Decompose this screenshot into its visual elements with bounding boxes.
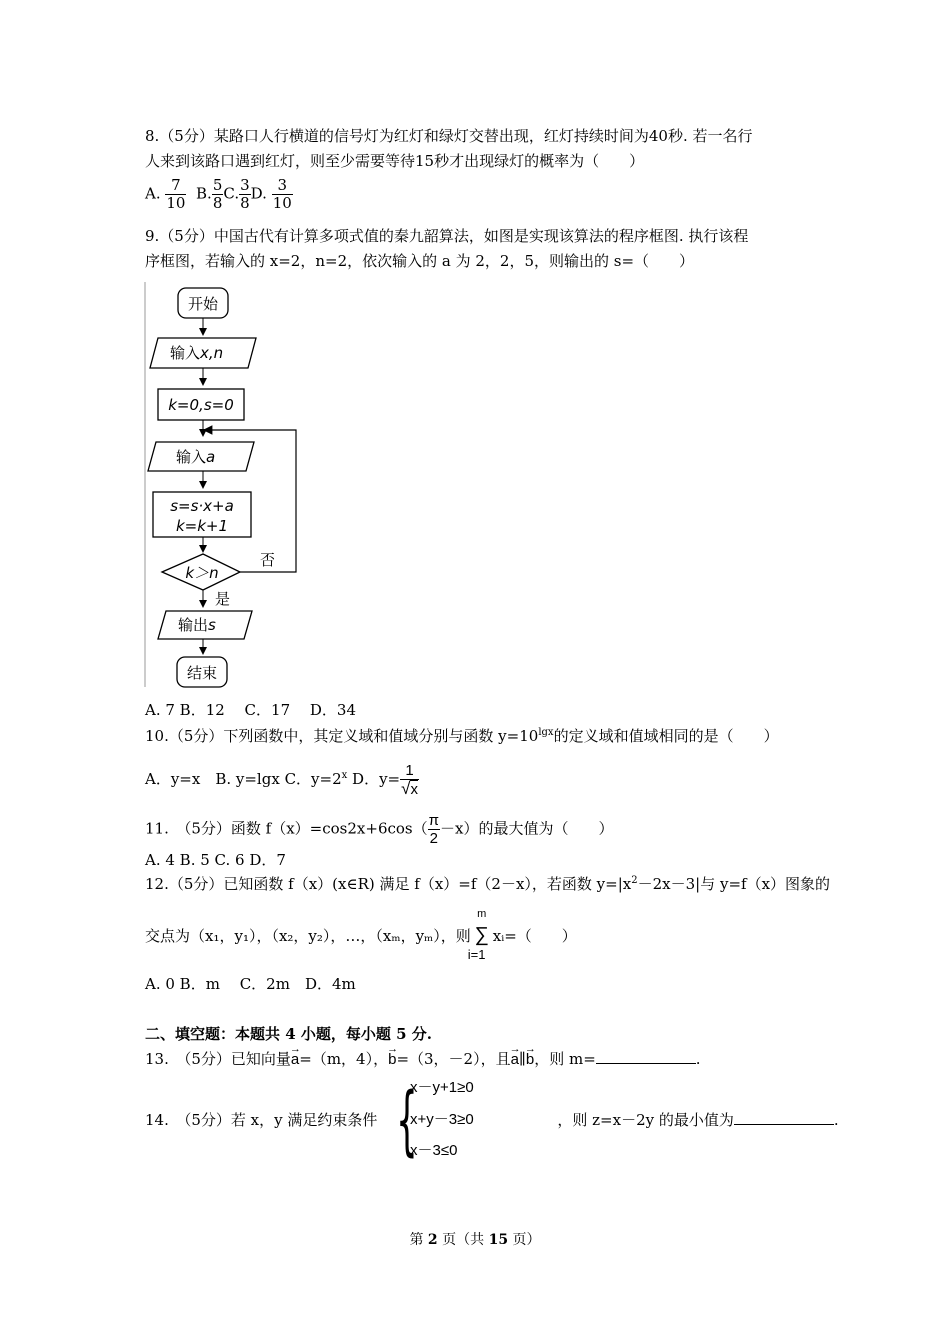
q14-constraint-1: x－y+1≥0	[410, 1079, 474, 1096]
flow-start-text: 开始	[187, 295, 219, 313]
q10-options: A．y=x B. y=lgx C．$y=2^x$ D．y= $\frac{1}{√x}$	[145, 762, 418, 798]
q8-option-d-label: D.	[250, 184, 267, 203]
q11-stem: 11. （5分）函数 f（x）=cos2x+6cos（ $\frac{\pi}{2}$ －x）的最大值为（ ）	[145, 812, 614, 847]
q14-brace: {	[396, 1075, 418, 1164]
q12-summation: m ∑ i=1	[467, 908, 489, 962]
q9-line1: 9.（5分）中国古代有计算多项式值的秦九韶算法，如图是实现该算法的程序框图. 执行该程	[145, 227, 749, 245]
q14-constraint-3: x－3≤0	[410, 1142, 458, 1159]
q8-option-b-fraction: $\frac{5}{8}$	[212, 176, 223, 212]
q8-option-c-fraction: $\frac{3}{8}$	[240, 176, 250, 212]
q14-constraint-2: x+y－3≥0	[410, 1111, 474, 1128]
q9-options: A. 7 B．12 C．17 D．34	[145, 701, 357, 719]
q8-line2: 人来到该路口遇到红灯，则至少需要等待15秒才出现绿灯的概率为（ ）	[145, 152, 645, 170]
page-footer: 第 2 页（共 15 页）	[409, 1232, 541, 1248]
flow-init-text: k=0,s=0	[168, 396, 234, 414]
q8-option-a-label: A.	[145, 184, 161, 203]
q14-stem: 14. （5分）若 x，y 满足约束条件 ，则 z=x－2y 的最小值为 .	[145, 1111, 839, 1129]
q8-line1: 8.（5分）某路口人行横道的信号灯为红灯和绿灯交替出现，红灯持续时间为40秒. 若一名行	[145, 127, 753, 145]
q13-stem: 13. （5分）已知向量→ a=（m，4），→ b=（3，－2），且→ a∥→ b，则 m= .	[145, 1049, 701, 1070]
flow-input-a-text: 输入a	[176, 448, 216, 466]
flow-calc-line2: k=k+1	[175, 517, 229, 535]
q11-fraction: $\frac{\pi}{2}$	[428, 812, 439, 847]
q11-options: A. 4 B. 5 C. 6 D．7	[145, 851, 286, 869]
flow-no-label: 否	[260, 551, 276, 569]
flow-input-xn-text: 输入x,n	[170, 344, 224, 362]
flow-decision-text: k＞n	[185, 564, 219, 582]
q8-option-a-fraction: $\frac{7}{10}$	[166, 176, 186, 212]
q12-options: A. 0 B．m C．2m D．4m	[145, 975, 356, 993]
flow-calc-line1: s=s·x+a	[170, 497, 234, 515]
flow-output-text: 输出s	[178, 616, 216, 634]
q10-stem: 10.（5分）下列函数中，其定义域和值域分别与函数 $y=10^{lgx}$的定义域和值域相同的是（ ）	[145, 727, 779, 745]
q8-option-b-label: B.	[196, 184, 212, 203]
q13-answer-blank[interactable]	[596, 1049, 696, 1064]
q8-option-c-label: C.	[223, 184, 240, 203]
q12-line2: 交点为（x₁，y₁），（x₂，y₂），…，（xₘ，yₘ），则 m ∑ i=1 xᵢ=（ ）	[145, 908, 577, 962]
flowchart	[140, 282, 310, 692]
q12-line1: 12.（5分）已知函数 f（x）(x∈R) 满足 f（x）=f（2－x），若函数 $y=|x^2-2x-3|$与 y=f（x）图象的	[145, 875, 831, 893]
q10-option-d-fraction: $\frac{1}{√x}$	[401, 762, 418, 798]
q8-options	[145, 177, 293, 212]
flow-end-text: 结束	[186, 664, 218, 682]
q8-option-d-fraction: $\frac{3}{10}$	[272, 176, 292, 212]
q14-answer-blank[interactable]	[734, 1110, 834, 1125]
flow-yes-label: 是	[215, 590, 231, 608]
q9-line2: 序框图，若输入的 x=2，n=2，依次输入的 a 为 2，2，5，则输出的 s=（ ）	[145, 252, 695, 270]
section2-heading: 二、填空题：本题共 4 小题，每小题 5 分.	[145, 1025, 432, 1043]
